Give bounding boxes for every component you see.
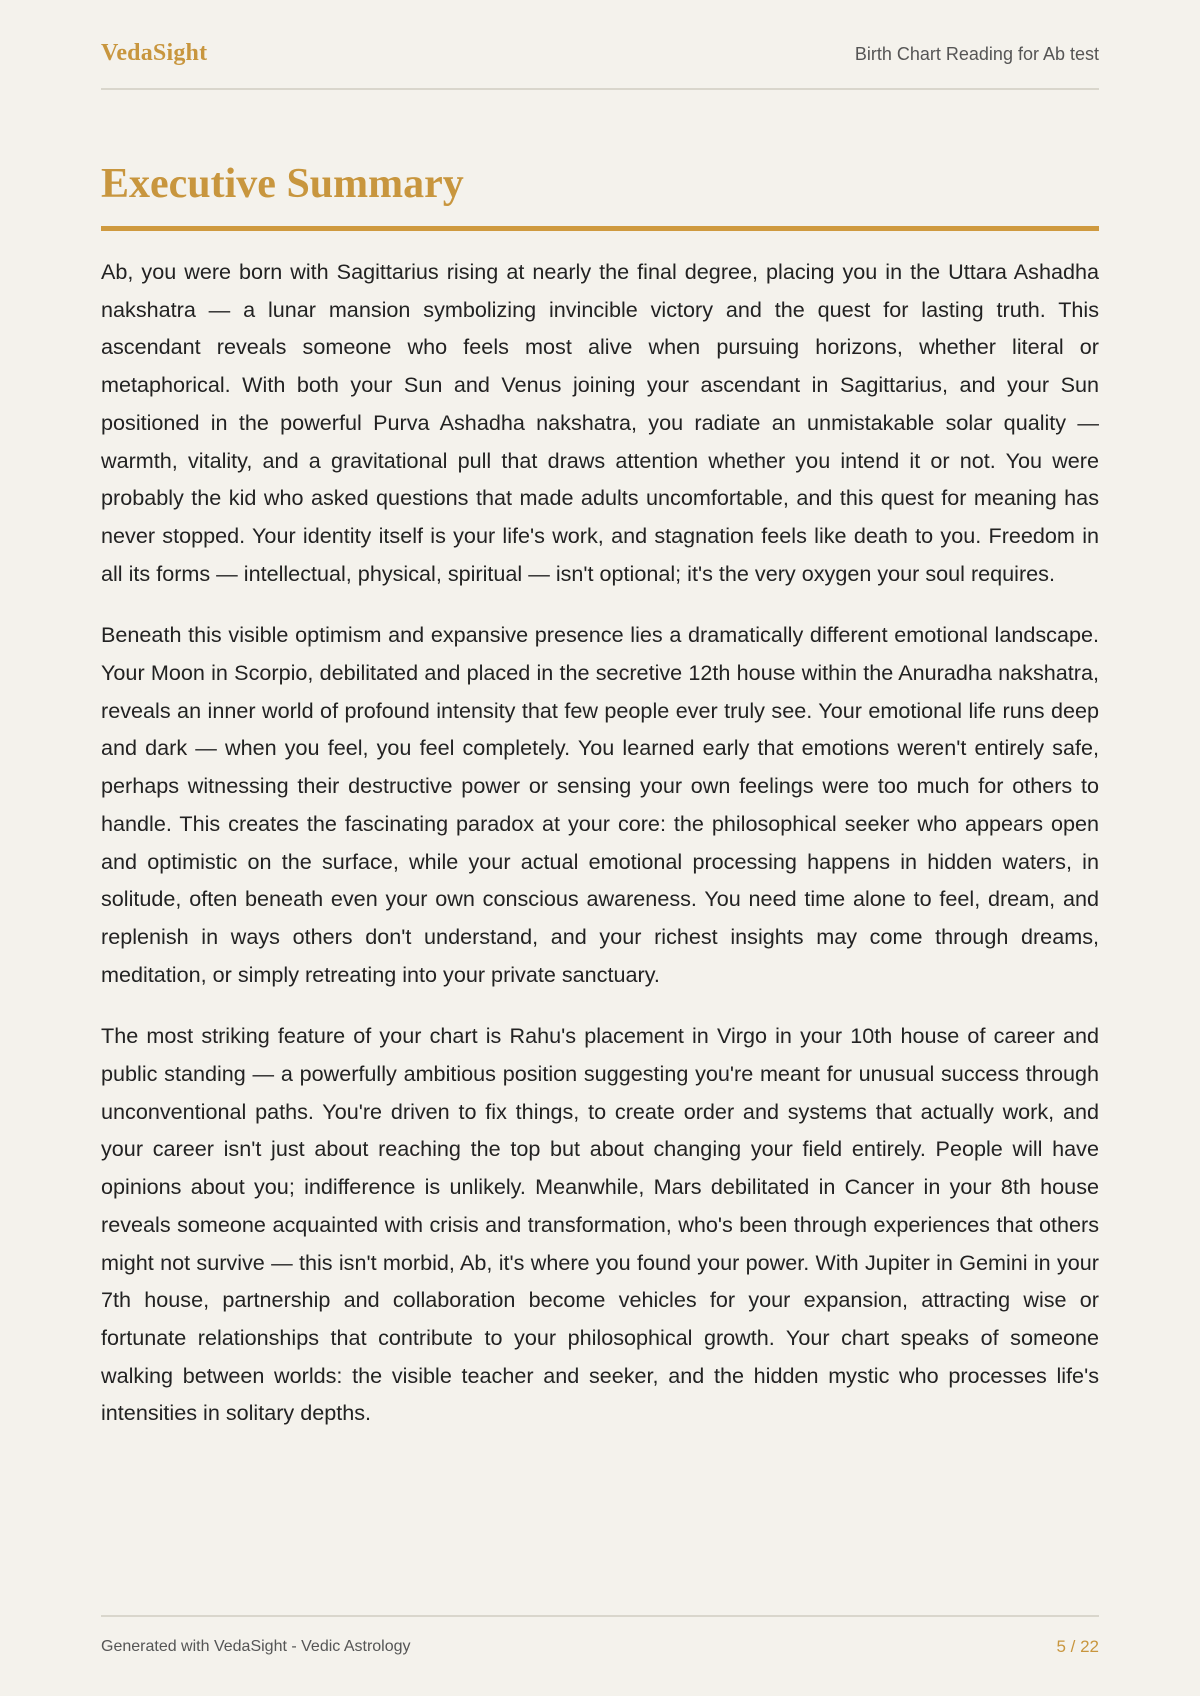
page-footer	[101, 1615, 1099, 1667]
title-divider	[101, 226, 1099, 231]
document-title: Birth Chart Reading for Ab test	[854, 44, 1099, 64]
brand-logo: VedaSight	[101, 40, 208, 66]
body-paragraph: Beneath this visible optimism and expansive presence lies a dramatically different emotional landscape. Your Moon in Scorpio, debilitated and placed in the secretive 12th house within the Anuradha nakshatra, reveals an inner world of profound intensity that few people ever truly see. Your emotional life runs deep and dark — when you feel, you feel completely. You learned early that emotions weren't entirely safe, perhaps witnessing their destructive power or sensing your own feelings were too much for others to handle. This creates the fascinating paradox at your core: the philosophical seeker who appears open and optimistic on the surface, while your actual emotional processing happens in hidden waters, in solitude, often beneath even your own conscious awareness. You need time alone to feel, dream, and replenish in ways others don't understand, and your richest insights may come through dreams, meditation, or simply retreating into your private sanctuary.	[101, 622, 1099, 987]
section-title: Executive Summary	[101, 161, 464, 207]
page-number: 5 / 22	[1056, 1637, 1099, 1656]
body-paragraph: Ab, you were born with Sagittarius rising at nearly the final degree, placing you in the Uttara Ashadha nakshatra — a lunar mansion symbolizing invincible victory and the quest for lasting truth. This ascendant reveals someone who feels most alive when pursuing horizons, whether literal or metaphorical. With both your Sun and Venus joining your ascendant in Sagittarius, and your Sun positioned in the powerful Purva Ashadha nakshatra, you radiate an unmistakable solar quality — warmth, vitality, and a gravitational pull that draws attention whether you intend it or not. You were probably the kid who asked questions that made adults uncomfortable, and this quest for meaning has never stopped. Your identity itself is your life's work, and stagnation feels like death to you. Freedom in all its forms — intellectual, physical, spiritual — isn't optional; it's the very oxygen your soul requires.	[101, 259, 1099, 586]
section-body	[101, 253, 1099, 1456]
document-page	[101, 0, 1099, 1696]
page-header	[101, 36, 1099, 90]
footer-note: Generated with VedaSight - Vedic Astrology	[101, 1638, 411, 1655]
body-paragraph: The most striking feature of your chart is Rahu's placement in Virgo in your 10th house of career and public standing — a powerfully ambitious position suggesting you're meant for unusual success through unconventional paths. You're driven to fix things, to create order and systems that actually work, and your career isn't just about reaching the top but about changing your field entirely. People will have opinions about you; indifference is unlikely. Meanwhile, Mars debilitated in Cancer in your 8th house reveals someone acquainted with crisis and transformation, who's been through experiences that others might not survive — this isn't morbid, Ab, it's where you found your power. With Jupiter in Gemini in your 7th house, partnership and collaboration become vehicles for your expansion, attracting wise or fortunate relationships that contribute to your philosophical growth. Your chart speaks of someone walking between worlds: the visible teacher and seeker, and the hidden mystic who processes life's intensities in solitary depths.	[101, 1023, 1099, 1426]
